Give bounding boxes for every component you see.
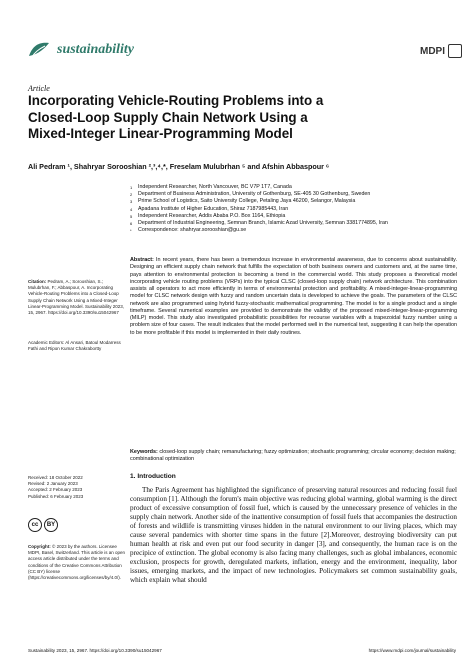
accepted-date: Accepted: 2 February 2023 [28, 487, 83, 493]
copyright-text: © 2023 by the authors. Licensee MDPI, Basel, Switzerland. This article is an open access article distributed under the terms and conditions of the Creative Commons Attribution (CC BY) license (https://creativecommons.org/licenses/by/4.0/). [28, 544, 125, 581]
journal-header [27, 40, 134, 60]
affiliation-item [130, 191, 460, 198]
keywords [130, 449, 457, 464]
received-date: Received: 18 October 2022 [28, 475, 83, 480]
sustainability-logo-icon [27, 40, 51, 60]
correspondence-email[interactable]: Correspondence: shahryar.sorooshian@gu.se [138, 227, 247, 234]
affiliation-text: Independent Researcher, Addis Ababa P.O. Box 1164, Ethiopia [138, 212, 286, 219]
introduction-body [130, 486, 457, 586]
author-list: Ali Pedram ¹, Shahryar Sorooshian ²,³,⁴,*, Freselam Mulubrhan ⁵ and Afshin Abbaspour ⁶ [28, 162, 330, 171]
title-line: Incorporating Vehicle-Routing Problems into a [28, 93, 324, 108]
affiliations [130, 184, 460, 234]
affiliation-number: 1 [130, 185, 133, 190]
affiliation-text: Independent Researcher, North Vancouver, BC V7P 1T7, Canada [138, 184, 292, 190]
footer-journal-url[interactable]: https://www.mdpi.com/journal/sustainability [368, 648, 456, 653]
citation-block [28, 279, 126, 316]
affiliation-number: 6 [130, 221, 133, 227]
affiliation-number: 3 [130, 199, 133, 205]
affiliation-text: Apadana Institute of Higher Education, Shiraz 7187985443, Iran [138, 205, 289, 212]
abstract-label: Abstract: [130, 257, 154, 263]
cc-icon: cc [28, 518, 42, 532]
copyright-label: Copyright: [28, 544, 51, 549]
title-line: Mixed-Integer Linear-Programming Model [28, 126, 293, 141]
affiliation-text: Department of Business Administration, University of Gothenburg, SE-405 30 Gothenburg, Sweden [138, 191, 371, 198]
section-heading: 1. Introduction [130, 473, 176, 480]
affiliation-number: 5 [130, 213, 133, 219]
intro-paragraph: The Paris Agreement has highlighted the significance of preserving natural resources and reducing fossil fuel consumption [1]. Although the forum's main objective was reducing global warming, global warming is the direct product of excessive consumption of fossil fuel, which is caused by the unnecessary presence of vehicles in the supply chain network. Another side of the inattentive consumption of fossil fuels that accompanies the destruction of forests and wildlife is transmitting viruses hidden in the natural environment to our living places, which may cause several pandemics with shorter time spans in the future [2].Moreover, destroying biodiversity can put human health at risk and even put our food security in danger [3], and consequently, the human race is on the precipice of extinction. The global economy is also facing many challenges, such as global imbalances, economic exclusion, prospects for growth, deregulated markets, inflation, energy and the environment, inequality, labor issues, emerging markets, and the impact of new technologies. Policymakers set common sustainability goals, which explain what should [130, 486, 457, 585]
article-title [28, 93, 458, 143]
article-type: Article [28, 84, 50, 93]
copyright-notice [28, 544, 126, 581]
affiliation-item [130, 213, 460, 220]
journal-name: sustainability [57, 42, 135, 57]
affiliation-number: 2 [130, 192, 133, 198]
citation-label: Citation: [28, 279, 47, 284]
affiliation-text: Prime School of Logistics, Saito University College, Petaling Jaya 46200, Selangor, Malaysia [138, 198, 356, 205]
abstract [130, 257, 457, 337]
keywords-label: Keywords: [130, 449, 158, 455]
affiliation-text: Department of Industrial Engineering, Semnan Branch, Islamic Azad University, Semnan 3381774895, Iran [138, 220, 388, 227]
title-line: Closed-Loop Supply Chain Network Using a [28, 109, 308, 125]
affiliation-item [130, 184, 460, 191]
citation-text[interactable]: Pedram, A.; Sorooshian, S.; Mulubrhan, F.; Abbaspour, A. Incorporating Vehicle-Routing Problems into a Closed-Loop Supply Chain Network Using a Mixed-Integer Linear-Programming Model. Sustainability 2023, 15, 2967. https://doi.org/10.3390/su15042967 [28, 279, 125, 316]
revised-date: Revised: 2 January 2023 [28, 481, 78, 487]
mdpi-box-icon [448, 44, 462, 58]
published-date: Published: 6 February 2023 [28, 493, 84, 499]
affiliation-item [130, 220, 460, 227]
keywords-text: closed-loop supply chain; remanufacturing; fuzzy optimization; stochastic programming; circular economy; decision making; combinational optimization [130, 449, 456, 463]
cc-license-badge[interactable] [28, 518, 58, 532]
abstract-text: In recent years, there has been a tremendous increase in environmental awareness, due to concerns about sustainability. Designing an efficient supply chain network that fulfills the expectation of both business owners and customers and, at the same time, pays attention to environmental protection is becoming a trend in the commercial world. This study proposes a theoretical model incorporating vehicle routing problems (VRPs) into the typical CLSC (closed-loop supply chain) network architecture. This combination assists all operators to act more efficiently in terms of environmental protection and profitability. A mixed-integer-linear-programming model for CLSC network design with fuzzy and random uncertain data is developed to achieve the goals. The parameters of the CLSC network are also programmed using hybrid fuzzy-stochastic mathematical programming. The model is for a single product and a single timeframe. Several numerical examples are provided to demonstrate the validity of the proposed mixed-integer-linear-programming (MILP) model. This study also investigated probabilistic possibilities for recourse variables with a trapezoidal fuzzy number using a problem size of four cases. The result indicates that the model performed well in the numerical test, suggesting it can help the operation to be more profitable if this model is implemented in their daily routines. [130, 257, 457, 336]
affiliation-item [130, 227, 460, 234]
publisher-name: MDPI [420, 45, 445, 57]
article-dates [28, 475, 126, 500]
publisher-logo [420, 44, 462, 58]
affiliation-item [130, 198, 460, 205]
footer-citation[interactable]: Sustainability 2023, 15, 2967. https://doi.org/10.3390/su15042967 [28, 648, 162, 653]
academic-editors: Academic Editors: Al Ansari, Batoul Modarress Fathi and Ripon Kumar Chakrabortty [28, 340, 121, 352]
affiliation-item [130, 206, 460, 213]
by-icon: BY [44, 518, 58, 532]
affiliation-number: 4 [130, 206, 133, 212]
affiliation-number: * [130, 228, 132, 234]
